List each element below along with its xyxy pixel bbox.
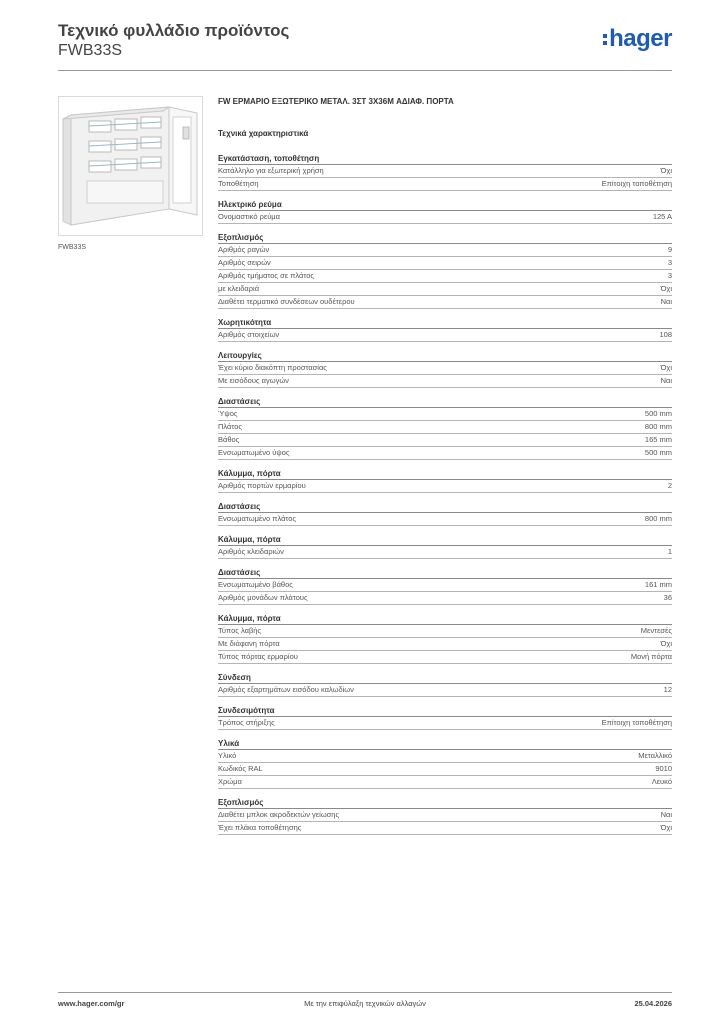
spec-value: 161 mm bbox=[644, 580, 672, 589]
spec-label: Αριθμός κλειδαριών bbox=[218, 547, 284, 556]
spec-row bbox=[218, 546, 672, 559]
spec-row bbox=[218, 270, 672, 283]
spec-row bbox=[218, 421, 672, 434]
spec-label: Αριθμός εξαρτημάτων εισόδου καλωδίων bbox=[218, 685, 354, 694]
spec-row bbox=[218, 329, 672, 342]
spec-label: Έχει κύριο διακόπτη προστασίας bbox=[218, 363, 327, 372]
spec-value: 9010 bbox=[655, 764, 672, 773]
spec-label: Αριθμός πορτών ερμαρίου bbox=[218, 481, 306, 490]
spec-row bbox=[218, 809, 672, 822]
spec-section bbox=[218, 153, 672, 191]
spec-row bbox=[218, 763, 672, 776]
section-title: Χωρητικότητα bbox=[218, 317, 672, 329]
section-title: Σύνδεση bbox=[218, 672, 672, 684]
spec-row bbox=[218, 684, 672, 697]
spec-row bbox=[218, 447, 672, 460]
spec-label: Αριθμός σειρών bbox=[218, 258, 271, 267]
image-caption: FWB33S bbox=[58, 244, 87, 251]
spec-row bbox=[218, 750, 672, 763]
spec-section bbox=[218, 613, 672, 664]
spec-section bbox=[218, 797, 672, 835]
footer-date: 25.04.2026 bbox=[634, 999, 672, 1008]
spec-value: Μεταλλικό bbox=[638, 751, 672, 760]
spec-row bbox=[218, 579, 672, 592]
section-title: Κάλυμμα, πόρτα bbox=[218, 468, 672, 480]
document-header bbox=[58, 21, 672, 67]
spec-heading: Τεχνικά χαρακτηριστικά bbox=[218, 129, 309, 138]
spec-label: Αριθμός τμήματος σε πλάτος bbox=[218, 271, 314, 280]
spec-row bbox=[218, 362, 672, 375]
spec-row bbox=[218, 638, 672, 651]
spec-label: Πλάτος bbox=[218, 422, 243, 431]
spec-value: 36 bbox=[663, 593, 672, 602]
spec-value: Επίτοιχη τοποθέτηση bbox=[601, 718, 672, 727]
spec-row bbox=[218, 257, 672, 270]
section-title: Λειτουργίες bbox=[218, 350, 672, 362]
spec-value: 3 bbox=[667, 271, 672, 280]
spec-value: 1 bbox=[667, 547, 672, 556]
spec-row bbox=[218, 408, 672, 421]
spec-value: Όχι bbox=[660, 823, 672, 832]
spec-section bbox=[218, 567, 672, 605]
spec-section bbox=[218, 468, 672, 493]
spec-value: Μονή πόρτα bbox=[630, 652, 672, 661]
spec-value: Ναι bbox=[660, 810, 672, 819]
section-title: Εξοπλισμός bbox=[218, 797, 672, 809]
spec-section bbox=[218, 199, 672, 224]
spec-value: Μεντεσές bbox=[640, 626, 672, 635]
spec-label: Με διάφανη πόρτα bbox=[218, 639, 280, 648]
spec-section bbox=[218, 317, 672, 342]
spec-label: Ονομαστικό ρεύμα bbox=[218, 212, 280, 221]
spec-value: 2 bbox=[667, 481, 672, 490]
spec-value: Ναι bbox=[660, 376, 672, 385]
spec-section bbox=[218, 396, 672, 460]
spec-row bbox=[218, 776, 672, 789]
document-footer bbox=[58, 999, 672, 1013]
spec-section bbox=[218, 534, 672, 559]
spec-value: Όχι bbox=[660, 639, 672, 648]
spec-value: 165 mm bbox=[644, 435, 672, 444]
spec-row bbox=[218, 434, 672, 447]
spec-label: με κλειδαριά bbox=[218, 284, 260, 293]
spec-value: 9 bbox=[667, 245, 672, 254]
spec-label: Ενσωματωμένο πλάτος bbox=[218, 514, 297, 523]
spec-row bbox=[218, 651, 672, 664]
spec-label: Ύψος bbox=[218, 409, 238, 418]
enclosure-illustration-icon bbox=[59, 97, 202, 235]
spec-row bbox=[218, 480, 672, 493]
spec-row bbox=[218, 296, 672, 309]
section-title: Εγκατάσταση, τοποθέτηση bbox=[218, 153, 672, 165]
header-divider bbox=[58, 70, 672, 71]
spec-label: Αριθμός ραγών bbox=[218, 245, 270, 254]
spec-value: Όχι bbox=[660, 166, 672, 175]
spec-row bbox=[218, 592, 672, 605]
spec-content bbox=[218, 97, 672, 835]
spec-section bbox=[218, 350, 672, 388]
spec-value: Όχι bbox=[660, 363, 672, 372]
section-title: Εξοπλισμός bbox=[218, 232, 672, 244]
spec-value: 500 mm bbox=[644, 409, 672, 418]
product-code: FWB33S bbox=[58, 42, 123, 59]
spec-label: Τοποθέτηση bbox=[218, 179, 259, 188]
spec-row bbox=[218, 717, 672, 730]
spec-label: Αριθμός μονάδων πλάτους bbox=[218, 593, 308, 602]
spec-label: Τύπος πόρτας ερμαρίου bbox=[218, 652, 298, 661]
document-title: Τεχνικό φυλλάδιο προϊόντος bbox=[58, 21, 290, 40]
brand-logo bbox=[603, 27, 672, 51]
section-title: Συνδεσιμότητα bbox=[218, 705, 672, 717]
spec-value: 108 bbox=[659, 330, 672, 339]
section-title: Διαστάσεις bbox=[218, 567, 672, 579]
spec-sections bbox=[218, 153, 672, 835]
spec-value: 800 mm bbox=[644, 422, 672, 431]
spec-value: 125 A bbox=[652, 212, 672, 221]
spec-label: Χρώμα bbox=[218, 777, 242, 786]
spec-label: Κωδικός RAL bbox=[218, 764, 263, 773]
spec-label: Ενσωματωμένο ύψος bbox=[218, 448, 290, 457]
spec-label: Αριθμός στοιχείων bbox=[218, 330, 280, 339]
spec-row bbox=[218, 822, 672, 835]
spec-section bbox=[218, 705, 672, 730]
product-name: FW ΕΡΜΑΡΙΟ ΕΞΩΤΕΡΙΚΟ ΜΕΤΑΛ. 3ΣΤ 3X36M ΑΔΙΑΦ. ΠΟΡΤΑ bbox=[218, 97, 454, 106]
spec-row bbox=[218, 625, 672, 638]
section-title: Κάλυμμα, πόρτα bbox=[218, 534, 672, 546]
spec-row bbox=[218, 178, 672, 191]
section-title: Υλικά bbox=[218, 738, 672, 750]
spec-value: 500 mm bbox=[644, 448, 672, 457]
spec-row bbox=[218, 244, 672, 257]
footer-divider bbox=[58, 992, 672, 993]
spec-value: 3 bbox=[667, 258, 672, 267]
spec-section bbox=[218, 738, 672, 789]
spec-value: Επίτοιχη τοποθέτηση bbox=[601, 179, 672, 188]
section-title: Κάλυμμα, πόρτα bbox=[218, 613, 672, 625]
spec-label: Ενσωματωμένο βάθος bbox=[218, 580, 293, 589]
footer-website-link[interactable]: www.hager.com/gr bbox=[58, 999, 125, 1008]
spec-row bbox=[218, 513, 672, 526]
spec-label: Έχει πλάκα τοποθέτησης bbox=[218, 823, 302, 832]
section-title: Ηλεκτρικό ρεύμα bbox=[218, 199, 672, 211]
spec-row bbox=[218, 165, 672, 178]
spec-value: Όχι bbox=[660, 284, 672, 293]
spec-section bbox=[218, 672, 672, 697]
spec-label: Υλικό bbox=[218, 751, 237, 760]
spec-label: Βάθος bbox=[218, 435, 240, 444]
spec-value: 800 mm bbox=[644, 514, 672, 523]
spec-label: Κατάλληλο για εξωτερική χρήση bbox=[218, 166, 324, 175]
spec-value: 12 bbox=[663, 685, 672, 694]
spec-value: Λευκό bbox=[651, 777, 672, 786]
section-title: Διαστάσεις bbox=[218, 396, 672, 408]
logo-text: hager bbox=[609, 25, 672, 52]
spec-row bbox=[218, 211, 672, 224]
spec-row bbox=[218, 375, 672, 388]
spec-label: Διαθέτει τερματικό συνδέσεων ουδέτερου bbox=[218, 297, 355, 306]
spec-label: Με εισόδους αγωγών bbox=[218, 376, 289, 385]
spec-section bbox=[218, 501, 672, 526]
footer-note: Με την επιφύλαξη τεχνικών αλλαγών bbox=[304, 999, 426, 1008]
spec-value: Ναι bbox=[660, 297, 672, 306]
product-image bbox=[58, 96, 203, 236]
spec-row bbox=[218, 283, 672, 296]
spec-label: Διαθέτει μπλοκ ακροδεκτών γείωσης bbox=[218, 810, 340, 819]
logo-colon-icon bbox=[603, 34, 607, 45]
section-title: Διαστάσεις bbox=[218, 501, 672, 513]
spec-section bbox=[218, 232, 672, 309]
spec-label: Τρόπος στήριξης bbox=[218, 718, 275, 727]
spec-label: Τύπος λαβής bbox=[218, 626, 262, 635]
